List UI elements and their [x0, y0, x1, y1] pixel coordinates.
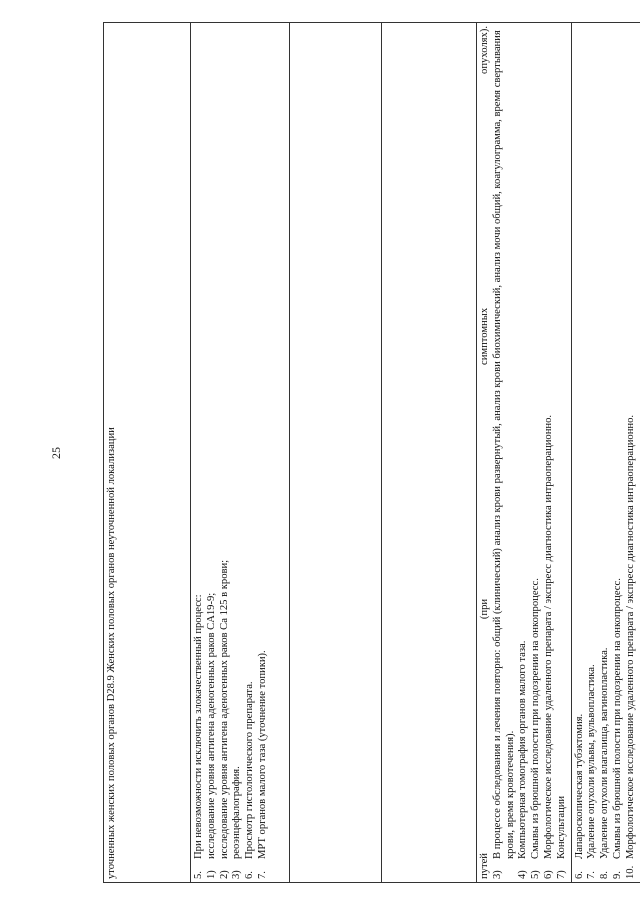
- list-item: 9. Смывы из брюшной полости при подозрении на онкопроцесс.: [611, 578, 623, 879]
- list-item: 4) Компьютерная томография органов малого таза.: [517, 640, 529, 879]
- cell-col2: [191, 23, 290, 883]
- table-row: [191, 23, 290, 883]
- list-item: 2) исследование уровня антигена аденогенных раков Ca 125 в крови;: [218, 559, 230, 879]
- rotated-table-wrapper: [103, 22, 636, 883]
- cell-col3: [290, 23, 382, 883]
- list-item: 7) Консультации: [555, 795, 567, 879]
- treatment-table: [103, 22, 640, 883]
- cell-col4: [382, 23, 477, 883]
- list-item: 6) Морфологическое исследование удаленного препарата / экспресс диагностика интраоперационно.: [542, 414, 554, 879]
- list-item: 7. Удаление опухоли вульвы, вульвопластика.: [586, 664, 598, 879]
- list-item: 10. Морфологическое исследование удаленного препарата / экспресс диагностика интраоперационно.: [624, 414, 636, 879]
- table-row: [382, 23, 477, 883]
- cell-col6: [571, 23, 640, 883]
- page-number: 25: [49, 447, 63, 459]
- list-item: 6. Просмотр гистологического препарата.: [244, 681, 256, 879]
- table-row: [477, 23, 572, 883]
- list-item: 3) реоэнцефалография.: [231, 766, 243, 879]
- list-item: путей (при симптомных опухолях).: [479, 26, 490, 879]
- cell-col5: [477, 23, 572, 883]
- list-item: 1) исследование уровня антигена аденогенных раков CA19-9;: [205, 592, 217, 879]
- list-item: 8. Удаление опухоли влагалища, вагинопластика.: [599, 647, 611, 879]
- table-row: [290, 23, 382, 883]
- table-row: [104, 23, 191, 883]
- list-item: 3) В процессе обследования и лечения повторно: общий (клинический) анализ крови развернутый, анализ крови биохимический, анализ мочи общий, коагулограмма, время свертывания крови, время кровотечения).: [491, 30, 516, 879]
- table-row: [571, 23, 640, 883]
- list-item: 5. При невозможности исключить злокачественный процесс:: [193, 594, 204, 879]
- list-item: 5) Смывы из брюшной полости при подозрении на онкопроцесс.: [530, 578, 542, 879]
- list-item: 7. МРТ органов малого таза (уточнение топики).: [256, 650, 268, 879]
- list-item: 6. Лапароскопическая тубэктомия.: [573, 713, 585, 879]
- diagnosis-text: уточненных женских половых органов D28.9 Женских половых органов неуточненной локализации: [106, 427, 117, 879]
- cell-diagnosis: [104, 23, 191, 883]
